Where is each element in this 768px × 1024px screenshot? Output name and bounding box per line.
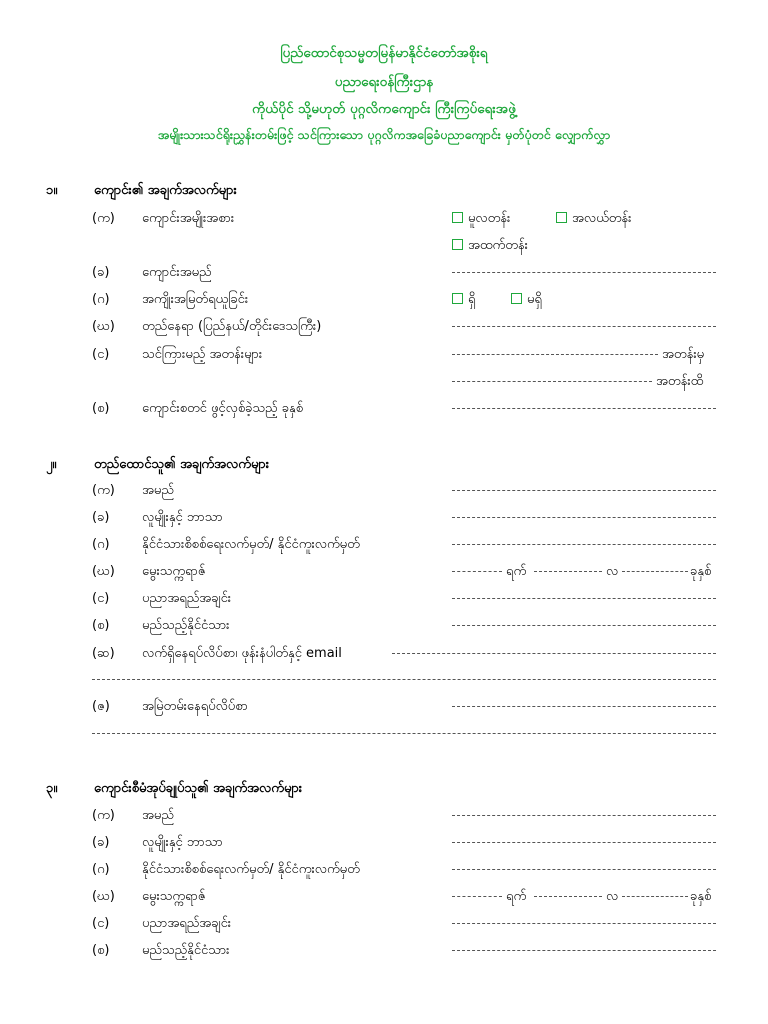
- dob-month-label: လ: [606, 889, 619, 904]
- founder-education-label: (င) ပညာအရည်အချင်း: [92, 591, 232, 606]
- founder-name-field[interactable]: [452, 490, 716, 491]
- manager-education-field[interactable]: [452, 923, 716, 924]
- manager-name-field[interactable]: [452, 815, 716, 816]
- location-field[interactable]: [452, 326, 716, 327]
- grade-to-suffix: အတန်းထိ: [656, 374, 704, 389]
- founder-nationality-field[interactable]: [452, 625, 716, 626]
- checkbox-middle[interactable]: အလယ်တန်း: [556, 210, 631, 229]
- checkbox-icon: [452, 212, 463, 223]
- checkbox-icon: [452, 239, 463, 250]
- checkbox-high[interactable]: အထက်တန်း: [452, 237, 528, 256]
- section-3-heading: [46, 780, 302, 799]
- location-label: (ဃ) တည်နေရာ (ပြည်နယ်/တိုင်းဒေသကြီး): [92, 319, 322, 334]
- founded-year-field[interactable]: [452, 408, 716, 409]
- founder-ethnicity-label: (ခ) လူမျိုးနှင့် ဘာသာ: [92, 510, 223, 525]
- founder-dob-month-field[interactable]: [534, 571, 602, 572]
- manager-dob-day-field[interactable]: [452, 896, 502, 897]
- school-type-label: (က) ကျောင်းအမျိုးအစား: [92, 211, 235, 226]
- checkbox-profit-yes[interactable]: ရှိ: [452, 291, 475, 310]
- founder-nationality-label: (စ) မည်သည့်နိုင်ငံသား: [92, 618, 230, 633]
- manager-name-label: (က) အမည်: [92, 808, 174, 823]
- founder-ethnicity-field[interactable]: [452, 517, 716, 518]
- section-title: တည်ထောင်သူ၏ အချက်အလက်များ: [94, 457, 270, 472]
- checkbox-primary[interactable]: မူလတန်း: [452, 210, 510, 229]
- section-2-heading: [46, 456, 269, 475]
- checkbox-icon: [511, 293, 522, 304]
- header-line-1: ပြည်ထောင်စုသမ္မတမြန်မာနိုင်ငံတော်အစိုးရ: [280, 45, 488, 61]
- manager-dob-year-field[interactable]: [622, 896, 688, 897]
- founder-dob-day-field[interactable]: [452, 571, 502, 572]
- section-1-heading: [46, 182, 237, 201]
- founder-id-label: (ဂ) နိုင်ငံသားစိစစ်ရေးလက်မှတ်/ နိုင်ငံကူးလက်မှတ်: [92, 537, 360, 552]
- manager-ethnicity-label: (ခ) လူမျိုးနှင့် ဘာသာ: [92, 835, 223, 850]
- founder-name-label: (က) အမည်: [92, 483, 174, 498]
- founder-permanent-address-field-2[interactable]: [92, 733, 716, 734]
- manager-id-field[interactable]: [452, 869, 716, 870]
- grades-label: (င) သင်ကြားမည့် အတန်းများ: [92, 347, 263, 362]
- section-number: ၃။: [46, 781, 58, 796]
- checkbox-icon: [452, 293, 463, 304]
- profit-label: (ဂ) အကျိုးအမြတ်ရယူခြင်း: [92, 292, 249, 307]
- founded-year-label: (စ) ကျောင်းစတင် ဖွင့်လှစ်ခဲ့သည့် ခုနှစ်: [92, 401, 304, 416]
- manager-nationality-field[interactable]: [452, 950, 716, 951]
- grade-to-field[interactable]: [452, 381, 652, 382]
- founder-address-label: (ဆ) လက်ရှိနေရပ်လိပ်စာ၊ ဖုန်းနံပါတ်နှင့် email: [92, 646, 342, 661]
- header-line-4: အမျိုးသားသင်ရိုးညွှန်းတမ်းဖြင့် သင်ကြားသော ပုဂ္ဂလိကအခြေခံပညာကျောင်း မှတ်ပုံတင် လျှောက်လွှာ: [157, 127, 611, 142]
- header-line-3: ကိုယ်ပိုင် သို့မဟုတ် ပုဂ္ဂလိကကျောင်း ကြီးကြပ်ရေးအဖွဲ့: [252, 101, 516, 117]
- manager-dob-label: (ဃ) မွေးသက္ကရာဇ်: [92, 889, 206, 904]
- manager-education-label: (င) ပညာအရည်အချင်း: [92, 916, 232, 931]
- founder-address-field[interactable]: [392, 653, 716, 654]
- section-number: ၁။: [46, 183, 58, 198]
- dob-month-label: လ: [606, 564, 619, 579]
- founder-id-field[interactable]: [452, 544, 716, 545]
- founder-permanent-address-label: (ဇ) အမြဲတမ်းနေရပ်လိပ်စာ: [92, 699, 248, 714]
- dob-year-label: ခုနှစ်: [690, 564, 712, 579]
- founder-education-field[interactable]: [452, 598, 716, 599]
- manager-ethnicity-field[interactable]: [452, 842, 716, 843]
- dob-day-label: ရက်: [506, 564, 527, 579]
- header-line-2: ပညာရေးဝန်ကြီးဌာန: [334, 74, 434, 90]
- school-name-label: (ခ) ကျောင်းအမည်: [92, 265, 212, 280]
- manager-nationality-label: (စ) မည်သည့်နိုင်ငံသား: [92, 943, 230, 958]
- founder-dob-label: (ဃ) မွေးသက္ကရာဇ်: [92, 564, 206, 579]
- founder-permanent-address-field[interactable]: [452, 706, 716, 707]
- manager-id-label: (ဂ) နိုင်ငံသားစိစစ်ရေးလက်မှတ်/ နိုင်ငံကူးလက်မှတ်: [92, 862, 360, 877]
- founder-dob-year-field[interactable]: [622, 571, 688, 572]
- dob-year-label: ခုနှစ်: [690, 889, 712, 904]
- section-title: ကျောင်းစီမံအုပ်ချုပ်သူ၏ အချက်အလက်များ: [94, 781, 303, 796]
- section-title: ကျောင်း၏ အချက်အလက်များ: [94, 183, 237, 198]
- grade-from-field[interactable]: [452, 354, 658, 355]
- grade-from-suffix: အတန်းမှ: [662, 347, 705, 362]
- section-number: ၂။: [46, 457, 57, 472]
- founder-address-field-2[interactable]: [92, 679, 716, 680]
- dob-day-label: ရက်: [506, 889, 527, 904]
- checkbox-icon: [556, 212, 567, 223]
- school-name-field[interactable]: [452, 272, 716, 273]
- checkbox-profit-no[interactable]: မရှိ: [511, 291, 542, 310]
- manager-dob-month-field[interactable]: [534, 896, 602, 897]
